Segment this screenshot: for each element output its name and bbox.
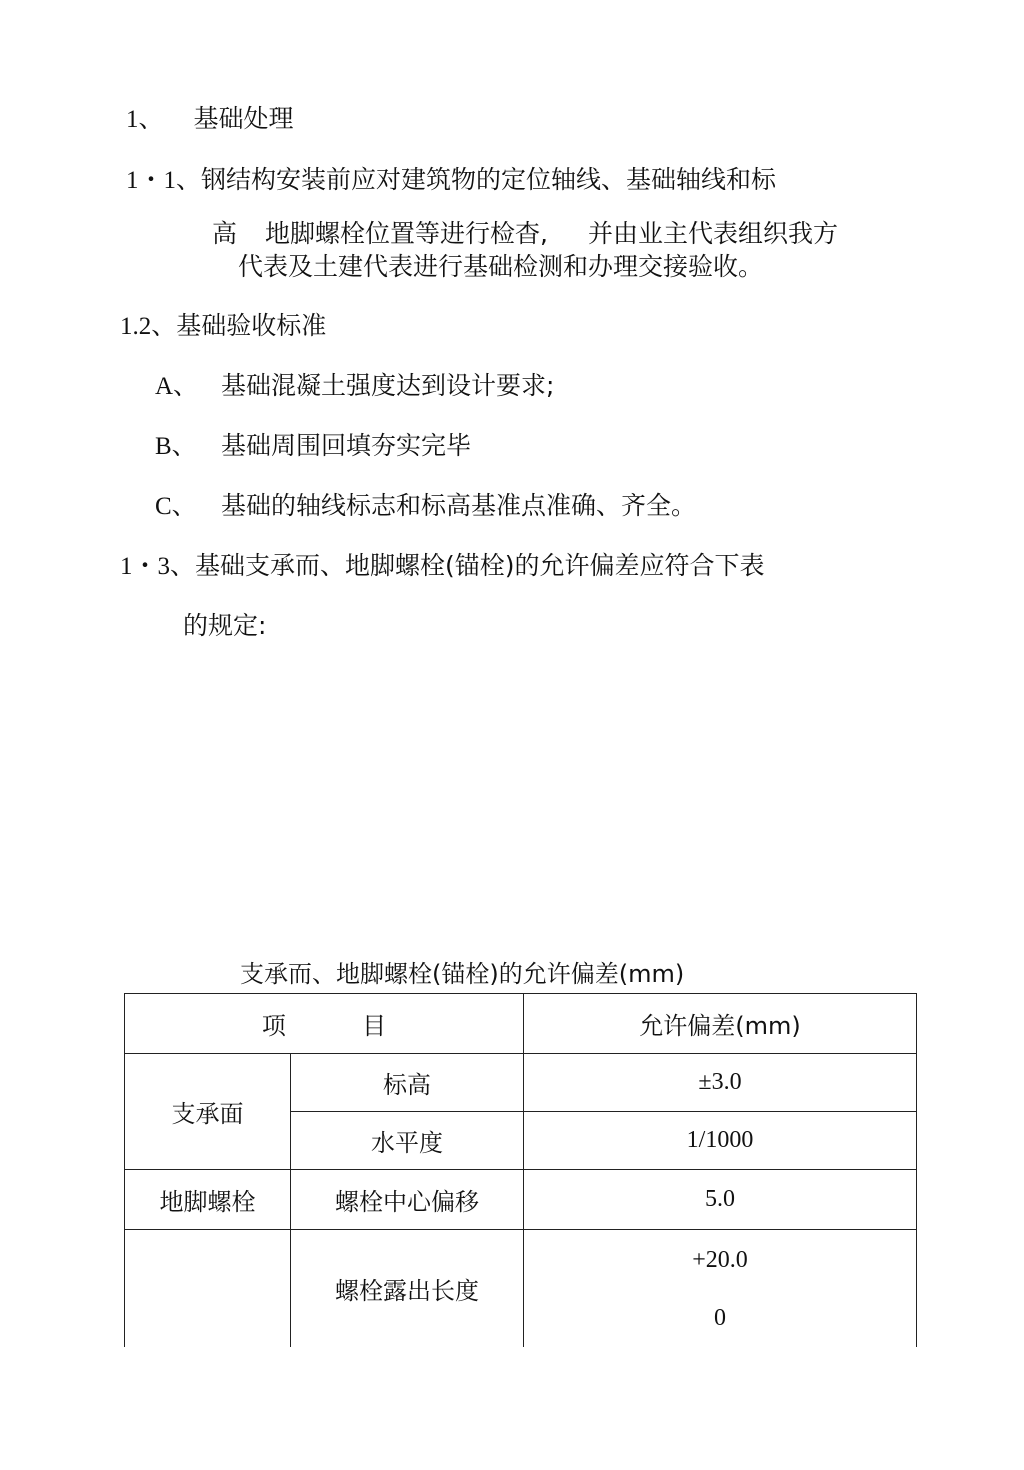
list-item-text: 基础混凝土强度达到设计要求; xyxy=(221,371,555,400)
section-1-1-line-1 xyxy=(126,164,776,197)
table-header-row xyxy=(125,994,917,1054)
group-anchor-bolt: 地脚螺栓 xyxy=(125,1170,291,1230)
section-number: 1、 xyxy=(126,106,164,133)
section-number: 1.2、 xyxy=(120,313,177,340)
list-item-text: 基础的轴线标志和标高基准点准确、齐全。 xyxy=(221,491,697,520)
cell-levelness-value: 1/1000 xyxy=(524,1112,917,1170)
cell-bolt-offset: 螺栓中心偏移 xyxy=(291,1170,524,1230)
paragraph-text: 并由业主代表组织我方 xyxy=(587,219,838,248)
list-item xyxy=(155,490,696,523)
section-number: 1・1、 xyxy=(126,167,202,194)
section-1-1-line-2 xyxy=(212,218,838,250)
list-item xyxy=(155,430,471,463)
paragraph-text: 代表及土建代表进行基础检测和办理交接验收。 xyxy=(238,252,764,281)
section-1-1-line-3 xyxy=(238,251,763,283)
cell-elevation: 标高 xyxy=(291,1054,524,1112)
paragraph-text: 钢结构安装前应对建筑物的定位轴线、基础轴线和标 xyxy=(201,165,777,194)
paragraph-text: 地脚螺栓位置等进行检杳, xyxy=(265,219,548,248)
tolerance-table xyxy=(124,993,917,1347)
section-1-heading xyxy=(126,103,294,136)
table-caption: 支承而、地脚螺栓(锚栓)的允许偏差(mm) xyxy=(240,960,685,988)
group-support-surface: 支承面 xyxy=(125,1054,291,1170)
section-1-2-heading xyxy=(120,310,326,343)
header-item: 项 目 xyxy=(125,994,524,1054)
table-row xyxy=(125,1170,917,1230)
paragraph-text: 的规定: xyxy=(183,611,267,640)
paragraph-text: 高 xyxy=(212,219,238,248)
list-item xyxy=(155,370,554,403)
cell-bolt-length-value xyxy=(524,1230,917,1348)
cell-empty xyxy=(125,1230,291,1348)
header-tolerance: 允许偏差(mm) xyxy=(524,994,917,1054)
bolt-length-upper: +20.0 xyxy=(692,1246,748,1273)
table-row xyxy=(125,1054,917,1112)
list-item-label: B、 xyxy=(155,433,197,460)
section-title: 基础验收标准 xyxy=(176,311,327,340)
list-item-text: 基础周围回填夯实完毕 xyxy=(221,431,472,460)
section-1-3-line-1 xyxy=(120,550,765,583)
cell-elevation-value: ±3.0 xyxy=(524,1054,917,1112)
list-item-label: A、 xyxy=(155,373,199,400)
table-row xyxy=(125,1230,917,1348)
section-title: 基础处理 xyxy=(193,104,294,133)
section-number: 1・3、 xyxy=(120,553,196,580)
bolt-length-lower: 0 xyxy=(714,1304,727,1331)
cell-bolt-length: 螺栓露出长度 xyxy=(291,1230,524,1348)
list-item-label: C、 xyxy=(155,493,197,520)
paragraph-text: 基础支承而、地脚螺栓(锚栓)的允许偏差应符合下表 xyxy=(195,551,765,580)
cell-levelness: 水平度 xyxy=(291,1112,524,1170)
cell-bolt-offset-value: 5.0 xyxy=(524,1170,917,1230)
section-1-3-line-2 xyxy=(183,610,266,642)
